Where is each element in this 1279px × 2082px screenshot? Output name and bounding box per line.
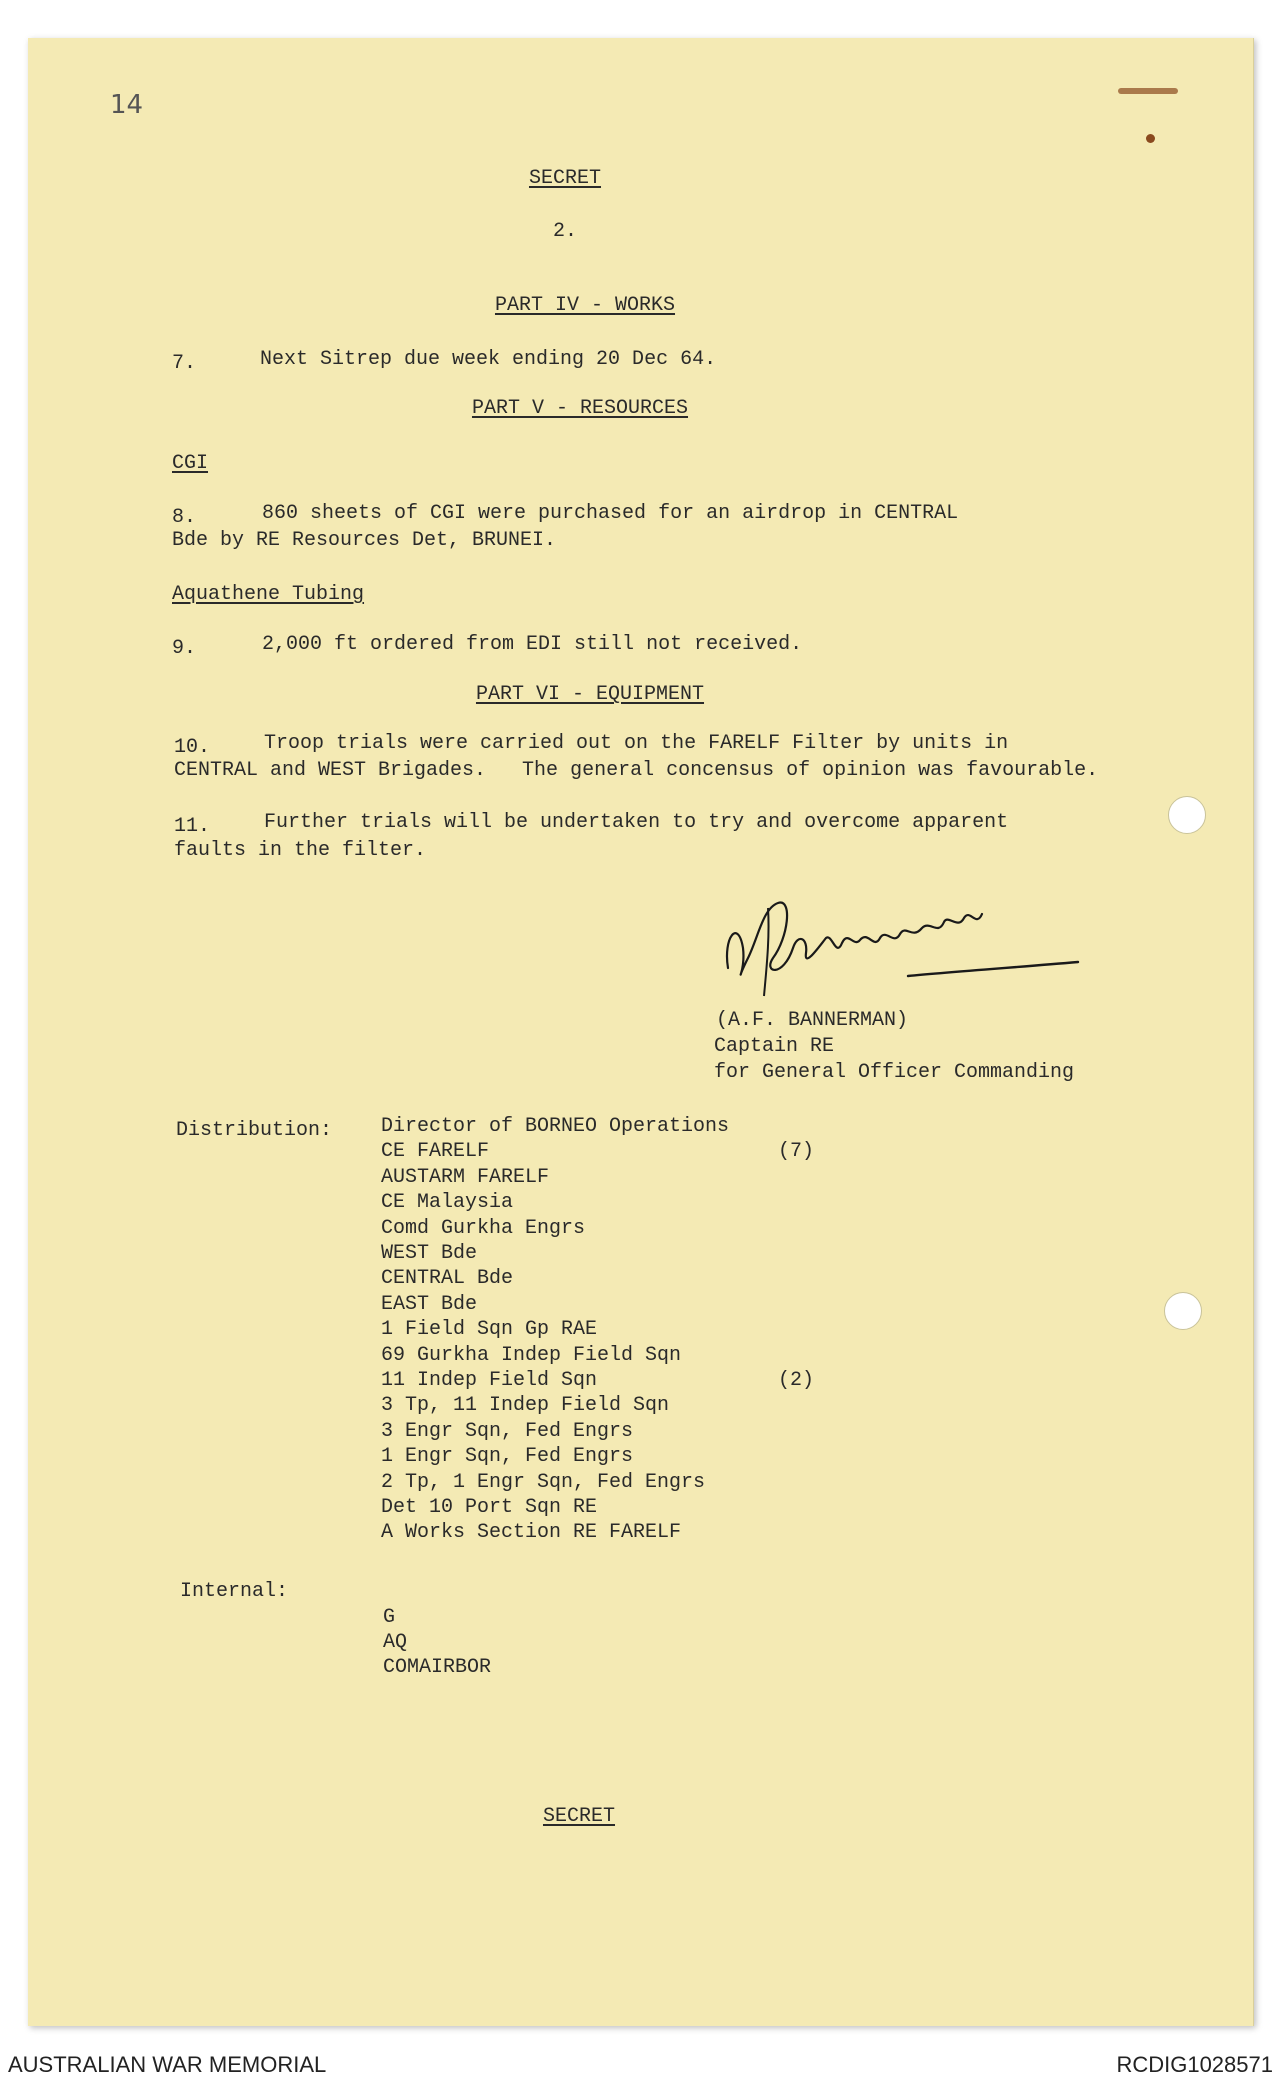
para7-number: 7. xyxy=(172,352,197,375)
internal-item: G xyxy=(383,1606,396,1629)
distribution-copies: (7) xyxy=(778,1140,815,1164)
classification-bottom: SECRET xyxy=(542,1805,616,1828)
distribution-addressee: 69 Gurkha Indep Field Sqn xyxy=(381,1343,682,1367)
para11-line1: Further trials will be undertaken to try and overcome apparent xyxy=(264,811,1009,834)
distribution-addressee: Det 10 Port Sqn RE xyxy=(381,1496,598,1519)
distribution-addressee: Comd Gurkha Engrs xyxy=(381,1216,586,1240)
para10-line2: CENTRAL and WEST Brigades. The general concensus of opinion was favourable. xyxy=(174,759,1099,782)
aquathene-heading: Aquathene Tubing xyxy=(172,583,365,606)
distribution-addressee: CE Malaysia xyxy=(381,1191,514,1215)
distribution-addressee: CE FARELF xyxy=(381,1140,490,1164)
internal-item: AQ xyxy=(383,1631,408,1654)
signatory-for-line: for General Officer Commanding xyxy=(714,1061,1075,1084)
signatory-name: (A.F. BANNERMAN) xyxy=(716,1009,909,1032)
handwritten-signature xyxy=(708,878,1108,1008)
part4-heading: PART IV - WORKS xyxy=(494,294,676,317)
signatory-rank: Captain RE xyxy=(714,1035,835,1058)
distribution-addressee: 1 Field Sqn Gp RAE xyxy=(381,1318,598,1342)
para10-line1: Troop trials were carried out on the FARELF Filter by units in xyxy=(264,732,1009,755)
distribution-addressee: 3 Engr Sqn, Fed Engrs xyxy=(381,1419,634,1443)
distribution-addressee: 11 Indep Field Sqn xyxy=(381,1369,598,1392)
distribution-addressee: 2 Tp, 1 Engr Sqn, Fed Engrs xyxy=(381,1470,706,1494)
para10-number: 10. xyxy=(174,736,211,759)
distribution-addressee: AUSTARM FARELF xyxy=(381,1165,550,1189)
para7-text: Next Sitrep due week ending 20 Dec 64. xyxy=(260,348,717,371)
para9-text: 2,000 ft ordered from EDI still not received. xyxy=(262,633,803,656)
footer-right: RCDIG1028571 xyxy=(1116,2052,1273,2077)
distribution-addressee: EAST Bde xyxy=(381,1292,478,1316)
para8-number: 8. xyxy=(172,506,197,529)
distribution-addressee: CENTRAL Bde xyxy=(381,1267,514,1291)
pencil-page-number: 14 xyxy=(110,90,144,120)
staple-stain xyxy=(1118,88,1178,94)
distribution-addressee: 1 Engr Sqn, Fed Engrs xyxy=(381,1445,634,1469)
part5-heading: PART V - RESOURCES xyxy=(471,397,689,420)
cgi-heading: CGI xyxy=(172,452,209,475)
para8-line2: Bde by RE Resources Det, BRUNEI. xyxy=(172,529,557,552)
classification-top: SECRET xyxy=(528,167,602,190)
distribution-label: Distribution: xyxy=(176,1119,333,1142)
internal-item: COMAIRBOR xyxy=(383,1656,492,1679)
page-number: 2. xyxy=(552,220,578,243)
part6-heading: PART VI - EQUIPMENT xyxy=(475,683,705,706)
para11-line2: faults in the filter. xyxy=(174,839,427,862)
para11-number: 11. xyxy=(174,815,211,838)
para8-line1: 860 sheets of CGI were purchased for an airdrop in CENTRAL xyxy=(262,502,959,525)
distribution-addressee: 3 Tp, 11 Indep Field Sqn xyxy=(381,1394,670,1418)
punch-hole-top xyxy=(1168,796,1206,834)
internal-label: Internal: xyxy=(180,1580,289,1603)
punch-hole-bottom xyxy=(1164,1292,1202,1330)
footer-left: AUSTRALIAN WAR MEMORIAL xyxy=(8,2052,327,2077)
rust-spot xyxy=(1146,134,1155,143)
distribution-addressee: Director of BORNEO Operations xyxy=(381,1115,730,1138)
para9-number: 9. xyxy=(172,637,197,660)
document-page xyxy=(28,38,1254,2026)
distribution-addressee: A Works Section RE FARELF xyxy=(381,1521,682,1545)
distribution-copies: (2) xyxy=(778,1369,815,1392)
distribution-addressee: WEST Bde xyxy=(381,1242,478,1265)
